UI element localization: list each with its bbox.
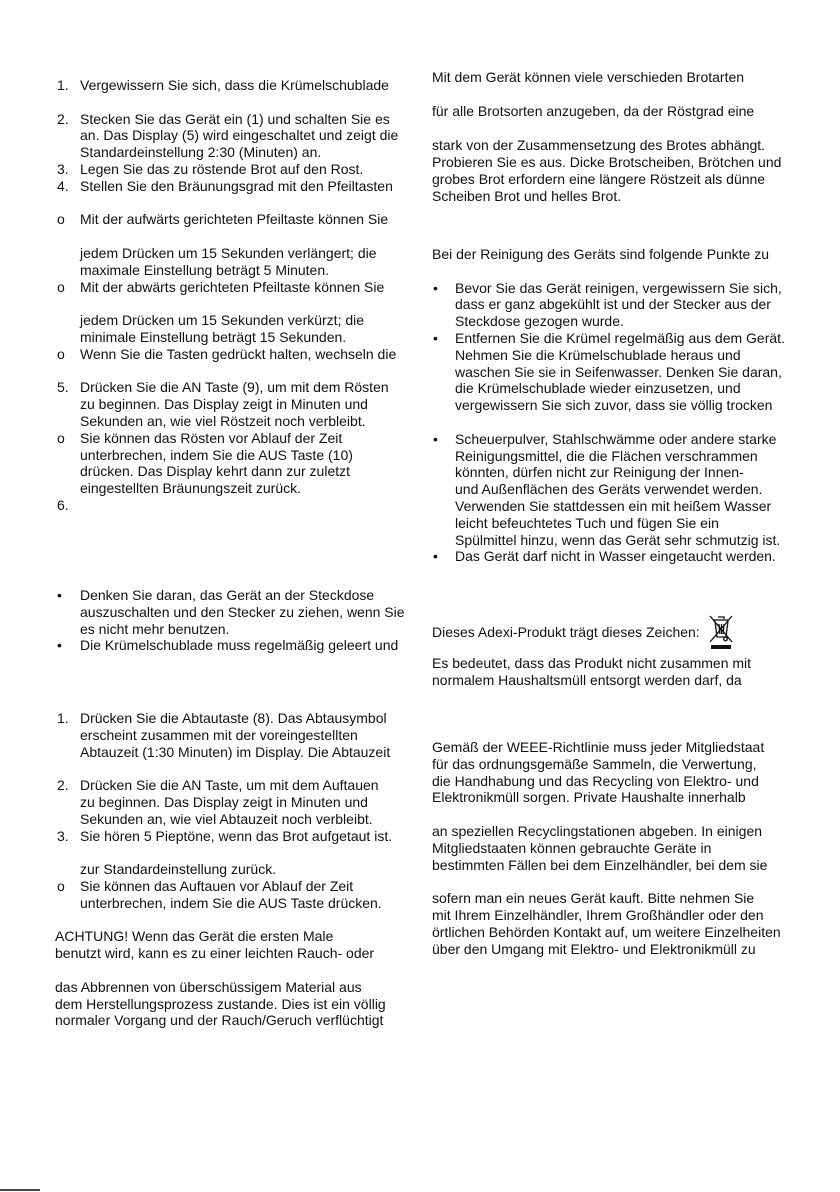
bread-types-paragraph bbox=[432, 69, 781, 205]
toast-sub-4-line-4: eingestellten Bräunungszeit zurück. bbox=[80, 480, 302, 497]
toasting-instructions bbox=[55, 77, 398, 514]
toast-step-4-marker: 4. bbox=[57, 177, 69, 194]
toast-sub-1-text: Mit der aufwärts gerichteten Pfeiltaste können Sie bbox=[80, 211, 389, 228]
toast-step-3 bbox=[55, 161, 398, 178]
toast-sub-1-marker: o bbox=[57, 211, 65, 228]
cleaning-bullet-2-line-3: waschen Sie sie in Seifenwasser. Denken Sie daran, bbox=[455, 363, 782, 380]
toast-sub-3 bbox=[55, 346, 398, 363]
cleaning-bullet-3-line-6: leicht befeuchtetes Tuch und fügen Sie ein bbox=[455, 514, 719, 531]
cleaning-bullet-3-text: Scheuerpulver, Stahlschwämme oder andere starke bbox=[455, 430, 777, 447]
cleaning-intro: Bei der Reinigung des Geräts sind folgende Punkte zu bbox=[432, 246, 769, 262]
page-edge-mark bbox=[0, 1189, 40, 1191]
defrost-step-3-line-2: zur Standardeinstellung zurück. bbox=[80, 861, 277, 878]
toast-sub-1-line-2: jedem Drücken um 15 Sekunden verlängert; die bbox=[80, 244, 377, 261]
bread-types-line-6: Scheiben Brot und helles Brot. bbox=[432, 188, 622, 204]
defrost-step-1-text: Drücken Sie die Abtautaste (8). Das Abtausymbol bbox=[80, 710, 387, 726]
weee-line-2: für das ordnungsgemäße Sammeln, die Verwertung, bbox=[432, 755, 757, 772]
toast-step-1-text: Vergewissern Sie sich, dass die Krümelschublade bbox=[80, 77, 389, 93]
cleaning-bullet-2 bbox=[432, 330, 785, 347]
toast-step-1-marker: 1. bbox=[57, 77, 69, 93]
toast-sub-4 bbox=[55, 430, 398, 447]
tip-bullet-1-text: Denken Sie daran, das Gerät an der Steckdose bbox=[80, 587, 375, 603]
toast-step-2-marker: 2. bbox=[57, 110, 69, 127]
tip-bullet-1-marker: • bbox=[57, 587, 62, 603]
tips-list bbox=[55, 587, 405, 654]
toast-step-6-marker: 6. bbox=[57, 496, 69, 513]
bread-types-line-1: Mit dem Gerät können viele verschieden Brotarten bbox=[432, 69, 745, 85]
toast-step-5-marker: 5. bbox=[57, 379, 69, 396]
disposal-symbol-text: Dieses Adexi-Produkt trägt dieses Zeichen: bbox=[432, 624, 700, 640]
bread-types-line-3: stark von der Zusammensetzung des Brotes abhängt. bbox=[432, 137, 766, 153]
defrost-step-3-marker: 3. bbox=[57, 827, 69, 844]
weee-line-8: sofern man ein neues Gerät kauft. Bitte nehmen Sie bbox=[432, 890, 755, 907]
cleaning-bullet-1 bbox=[432, 280, 785, 297]
cleaning-bullet-1-line-2: dass er ganz abgekühlt ist und der Stecker aus der bbox=[455, 296, 771, 313]
cleaning-bullet-4 bbox=[432, 548, 785, 565]
toast-step-6 bbox=[55, 497, 398, 514]
bread-types-line-5: grobes Brot erfordern eine längere Röstzeit als dünne bbox=[432, 171, 766, 187]
tip-bullet-1-line-3: es nicht mehr benutzen. bbox=[80, 620, 230, 637]
warning-line-5: normaler Vorgang und der Rauch/Geruch verflüchtigt bbox=[55, 1012, 384, 1029]
toast-step-3-marker: 3. bbox=[57, 160, 69, 177]
disposal-line-1: Es bedeutet, dass das Produkt nicht zusammen mit bbox=[432, 655, 752, 671]
toast-step-2-text: Stecken Sie das Gerät ein (1) und schalten Sie es bbox=[80, 110, 390, 127]
weee-line-6: Mitgliedstaaten können gebrauchte Geräte in bbox=[432, 839, 712, 856]
disposal-symbol-line bbox=[432, 624, 700, 641]
cleaning-bullet-4-marker: • bbox=[433, 548, 438, 565]
defrost-sub-1-marker: o bbox=[57, 877, 65, 894]
toast-step-2-line-3: Standardeinstellung 2:30 (Minuten) an. bbox=[80, 144, 322, 161]
toast-step-1 bbox=[55, 77, 398, 94]
tip-bullet-1 bbox=[55, 587, 405, 604]
tip-bullet-2-text: Die Krümelschublade muss regelmäßig geleert und bbox=[80, 637, 399, 654]
weee-line-5: an speziellen Recyclingstationen abgeben. In einigen bbox=[432, 822, 763, 839]
toast-sub-3-text: Wenn Sie die Tasten gedrückt halten, wechseln die bbox=[80, 345, 397, 362]
warning-line-2: benutzt wird, kann es zu einer leichten Rauch- oder bbox=[55, 945, 375, 962]
toast-sub-3-marker: o bbox=[57, 345, 65, 362]
defrost-step-2 bbox=[55, 777, 392, 794]
cleaning-bullet-3-line-4: und Außenflächen des Geräts verwendet werden. bbox=[455, 481, 763, 498]
defrost-step-1 bbox=[55, 710, 392, 727]
toast-sub-2-marker: o bbox=[57, 278, 65, 295]
tip-bullet-2 bbox=[55, 637, 405, 654]
defrost-step-3 bbox=[55, 828, 392, 845]
defrost-instructions bbox=[55, 710, 392, 1029]
cleaning-bullet-1-line-3: Steckdose gezogen wurde. bbox=[455, 313, 624, 330]
defrost-sub-1 bbox=[55, 878, 392, 895]
defrost-step-3-text: Sie hören 5 Pieptöne, wenn das Brot aufgetaut ist. bbox=[80, 827, 393, 844]
weee-line-1: Gemäß der WEEE-Richtlinie muss jeder Mitgliedstaat bbox=[432, 739, 765, 755]
tip-bullet-1-line-2: auszuschalten und den Stecker zu ziehen, wenn Sie bbox=[80, 603, 405, 620]
weee-line-7: bestimmten Fällen bei dem Einzelhändler, bei dem sie bbox=[432, 856, 768, 873]
warning-line-4: dem Herstellungsprozess zustande. Dies ist ein völlig bbox=[55, 995, 386, 1012]
toast-step-4 bbox=[55, 178, 398, 195]
weee-line-10: örtlichen Behörden Kontakt auf, um weitere Einzelheiten bbox=[432, 923, 781, 940]
toast-sub-4-line-3: drücken. Das Display kehrt dann zur zuletzt bbox=[80, 463, 351, 480]
weee-line-4: Elektronikmüll sorgen. Private Haushalte innerhalb bbox=[432, 789, 746, 806]
cleaning-bullet-2-line-2: Nehmen Sie die Krümelschublade heraus und bbox=[455, 346, 741, 363]
toast-step-3-text: Legen Sie das zu röstende Brot auf den Rost. bbox=[80, 160, 364, 177]
warning-line-1: ACHTUNG! Wenn das Gerät die ersten Male bbox=[55, 928, 334, 945]
defrost-sub-1-line-2: unterbrechen, indem Sie die AUS Taste drücken. bbox=[80, 894, 382, 911]
toast-sub-2-line-2: jedem Drücken um 15 Sekunden verkürzt; die bbox=[80, 312, 365, 329]
toast-step-2-line-2: an. Das Display (5) wird eingeschaltet und zeigt die bbox=[80, 127, 399, 144]
cleaning-bullet-4-text: Das Gerät darf nicht in Wasser eingetaucht werden. bbox=[455, 548, 776, 565]
cleaning-bullet-1-text: Bevor Sie das Gerät reinigen, vergewissern Sie sich, bbox=[455, 279, 782, 296]
toast-step-4-text: Stellen Sie den Bräunungsgrad mit den Pfeiltasten bbox=[80, 177, 393, 194]
cleaning-bullet-3-line-7: Spülmittel hinzu, wenn das Gerät sehr schmutzig ist. bbox=[455, 531, 781, 548]
cleaning-section bbox=[432, 246, 785, 565]
cleaning-bullet-2-line-4: die Krümelschublade wieder einzusetzen, und bbox=[455, 380, 741, 397]
weee-paragraph bbox=[432, 739, 781, 957]
tip-bullet-2-marker: • bbox=[57, 637, 62, 654]
defrost-step-1-marker: 1. bbox=[57, 710, 69, 726]
cleaning-bullet-3 bbox=[432, 431, 785, 448]
cleaning-bullet-3-line-3: könnten, dürfen nicht zur Reinigung der Innen- bbox=[455, 464, 744, 481]
toast-sub-2-line-3: minimale Einstellung beträgt 15 Sekunden. bbox=[80, 328, 347, 345]
defrost-sub-1-text: Sie können das Auftauen vor Ablauf der Zeit bbox=[80, 877, 354, 894]
weee-line-3: die Handhabung und das Recycling von Elektro- und bbox=[432, 772, 759, 789]
defrost-step-2-line-2: zu beginnen. Das Display zeigt in Minuten und bbox=[80, 793, 368, 810]
toast-sub-1-line-3: maximale Einstellung beträgt 5 Minuten. bbox=[80, 261, 330, 278]
disposal-line-2: normalem Haushaltsmüll entsorgt werden darf, da bbox=[432, 671, 742, 688]
toast-step-5-line-3: Sekunden an, wie viel Röstzeit noch verbleibt. bbox=[80, 412, 366, 429]
toast-sub-1 bbox=[55, 211, 398, 228]
toast-sub-4-line-2: unterbrechen, indem Sie die AUS Taste (10) bbox=[80, 446, 353, 463]
toast-step-5 bbox=[55, 379, 398, 396]
defrost-step-2-text: Drücken Sie die AN Taste, um mit dem Auftauen bbox=[80, 777, 379, 794]
toast-sub-4-text: Sie können das Rösten vor Ablauf der Zeit bbox=[80, 429, 343, 446]
cleaning-bullet-2-text: Entfernen Sie die Krümel regelmäßig aus dem Gerät. bbox=[455, 329, 785, 346]
cleaning-bullet-3-line-5: Verwenden Sie stattdessen ein mit heißem Wasser bbox=[455, 497, 772, 514]
toast-sub-4-marker: o bbox=[57, 429, 65, 446]
weee-line-9: mit Ihrem Einzelhändler, Ihrem Großhändler oder den bbox=[432, 906, 764, 923]
disposal-paragraph bbox=[432, 655, 751, 689]
cleaning-bullet-3-line-2: Reinigungsmittel, die die Flächen verschrammen bbox=[455, 447, 758, 464]
defrost-step-1-line-3: Abtauzeit (1:30 Minuten) im Display. Die Abtauzeit bbox=[80, 743, 391, 760]
crossed-out-wheeled-bin-icon bbox=[706, 612, 736, 650]
defrost-step-2-marker: 2. bbox=[57, 777, 69, 794]
toast-step-5-line-2: zu beginnen. Das Display zeigt in Minuten und bbox=[80, 396, 368, 413]
cleaning-bullet-2-marker: • bbox=[433, 329, 438, 346]
cleaning-bullet-3-marker: • bbox=[433, 430, 438, 447]
cleaning-bullet-2-line-5: vergewissern Sie sich zuvor, dass sie völlig trocken bbox=[455, 397, 773, 414]
cleaning-bullet-1-marker: • bbox=[433, 279, 438, 296]
toast-sub-2 bbox=[55, 279, 398, 296]
bread-types-line-4: Probieren Sie es aus. Dicke Brotscheiben, Brötchen und bbox=[432, 154, 782, 170]
bread-types-line-2: für alle Brotsorten anzugeben, da der Röstgrad eine bbox=[432, 103, 755, 119]
toast-step-5-text: Drücken Sie die AN Taste (9), um mit dem Rösten bbox=[80, 379, 389, 396]
defrost-step-2-line-3: Sekunden an, wie viel Abtauzeit noch verbleibt. bbox=[80, 810, 373, 827]
toast-sub-2-text: Mit der abwärts gerichteten Pfeiltaste können Sie bbox=[80, 278, 385, 295]
defrost-step-1-line-2: erscheint zusammen mit der voreingestellten bbox=[80, 726, 358, 743]
weee-line-11: über den Umgang mit Elektro- und Elektronikmüll zu bbox=[432, 940, 756, 957]
warning-line-3: das Abbrennen von überschüssigem Material aus bbox=[55, 978, 362, 995]
toast-step-2 bbox=[55, 111, 398, 128]
